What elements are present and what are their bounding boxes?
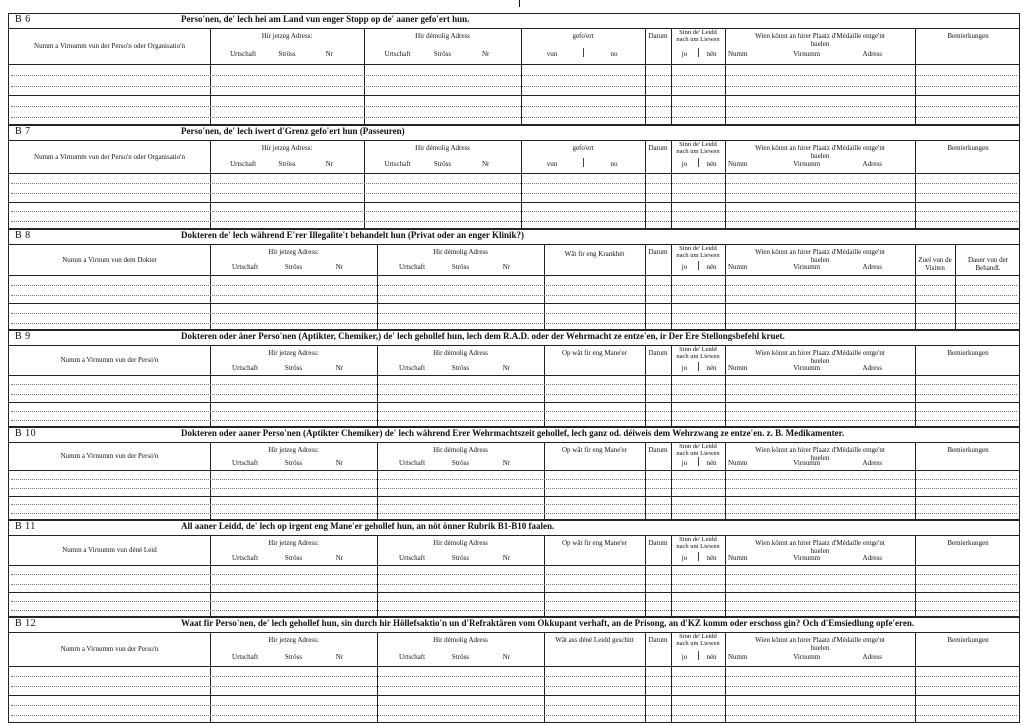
number-label: Nr: [502, 554, 511, 562]
street-label: Ströss: [284, 364, 303, 372]
number-label: Nr: [325, 50, 334, 58]
column-divider: [521, 28, 522, 124]
yes-no-divider: [698, 261, 699, 270]
street-label: Ströss: [451, 554, 470, 562]
header-divider: [9, 64, 1019, 65]
writing-line[interactable]: [11, 106, 1017, 107]
firstname-label: Virnumm: [793, 50, 821, 58]
former-address-header: Hir démolig Adress: [433, 248, 488, 256]
no-label: nén: [706, 459, 717, 467]
name-column-header: Numm a Virnumm vun der Perso'n: [60, 452, 159, 460]
writing-line[interactable]: [11, 574, 1017, 575]
section-title: Dokteren oder âner Perso'nen (Aptikter, Chemiker,) de' lech gehollef hun, lech dem R.A.D. oder der Wehrmacht ze entze'en, ir Der Ere Stellongsbefehl kruet.: [181, 331, 785, 341]
surname-label: Numm: [728, 653, 748, 661]
column-divider: [915, 535, 916, 616]
yes-label: jo: [681, 459, 688, 467]
surname-label: Numm: [728, 364, 748, 372]
town-label: Urtschaft: [399, 364, 426, 372]
writing-line[interactable]: [11, 676, 1017, 677]
town-label: Urtschaft: [232, 554, 259, 562]
address-label: Adress: [862, 50, 882, 58]
column-divider: [725, 140, 726, 228]
yes-label: jo: [681, 554, 688, 562]
writing-line[interactable]: [11, 504, 1017, 505]
current-address-header: Hir jetzeg Adress:: [268, 248, 319, 256]
street-label: Ströss: [278, 160, 296, 168]
column-divider: [544, 345, 545, 426]
writing-line[interactable]: [11, 411, 1017, 412]
column-divider: [645, 244, 646, 329]
town-label: Urtschaft: [232, 364, 259, 372]
writing-line[interactable]: [11, 513, 1017, 514]
writing-line[interactable]: [11, 394, 1017, 395]
street-label: Ströss: [284, 554, 303, 562]
writing-line[interactable]: [11, 479, 1017, 480]
column-divider: [544, 535, 545, 616]
number-label: Nr: [335, 364, 344, 372]
town-label: Urtschaft: [399, 459, 426, 467]
yes-label: jo: [681, 50, 688, 58]
row-divider: [9, 202, 1019, 203]
section-title: Waat fir Perso'nen, de' lech gehollef hun, sin durch hir Höllefsaktio'n un d'Refraktären vom Okkupant verhaft, an de Prisong, an d'KZ komm oder erschoss gin? Och d'Emsiedlung opfe'eren.: [181, 618, 915, 628]
town-label: Urtschaft: [232, 263, 259, 271]
surname-label: Numm: [728, 554, 748, 562]
column-divider: [725, 442, 726, 519]
column-divider: [377, 244, 378, 329]
town-label: Urtschaft: [384, 50, 411, 58]
section-title: Dokteren oder aaner Perso'nen (Aptikter Chemiker) de' lech während Erer Wehrmachtszeit gehollef, lech ganz od. déiweis dem Wehrzwang ze entze'en. z. B. Medikamenter.: [181, 428, 845, 438]
header-divider: [9, 375, 1019, 376]
visits-header: Zuel vun de Visiten: [918, 256, 952, 272]
row-divider: [9, 303, 1019, 304]
number-label: Nr: [335, 554, 344, 562]
from-to-divider: [583, 158, 584, 167]
row-divider: [9, 402, 1019, 403]
row-divider: [9, 95, 1019, 96]
name-column-header: Numm a Virnumm vun der Perso'n oder Organisatio'n: [34, 42, 185, 50]
former-address-header: Hir démolig Adress: [433, 446, 488, 454]
medal-header: Wien könnt an hirer Plaatz d'Médaille entge'nt huelen: [755, 248, 885, 264]
section-b10: [8, 427, 1020, 520]
address-label: Adress: [862, 554, 882, 562]
date-header: Datum: [648, 349, 668, 357]
current-address-header: Hir jetzeg Adress:: [268, 636, 319, 644]
manner-header: Op wât fir eng Mane'er: [561, 446, 627, 454]
firstname-label: Virnumm: [793, 459, 821, 467]
number-label: Nr: [325, 160, 334, 168]
town-label: Urtschaft: [232, 459, 259, 467]
firstname-label: Virnumm: [793, 554, 821, 562]
street-label: Ströss: [278, 50, 296, 58]
column-divider: [210, 244, 211, 329]
section-header: [9, 331, 1019, 346]
header-divider: [9, 173, 1019, 174]
column-divider: [210, 140, 211, 228]
writing-line[interactable]: [11, 610, 1017, 611]
writing-line[interactable]: [11, 183, 1017, 184]
remarks-header: Bemierkungen: [947, 539, 989, 547]
suffered-header: Sinn de' Leidd nach um Liewen: [676, 29, 720, 43]
number-label: Nr: [335, 653, 344, 661]
yes-label: jo: [681, 160, 688, 168]
medal-header: Wien könnt an hirer Plaatz d'Médaille entge'nt huelen: [755, 144, 885, 160]
writing-line[interactable]: [11, 211, 1017, 212]
section-b8: [8, 229, 1020, 330]
page-tick-mark: [519, 0, 520, 7]
former-address-header: Hir démolig Adress: [415, 32, 470, 40]
from-label: vun: [546, 160, 558, 168]
to-label: no: [610, 50, 618, 58]
yes-label: jo: [681, 364, 688, 372]
column-divider: [915, 345, 916, 426]
surname-label: Numm: [728, 160, 748, 168]
writing-line[interactable]: [11, 601, 1017, 602]
to-label: no: [610, 160, 618, 168]
name-column-header: Numm a Virnumm vun der Perso'n: [60, 645, 159, 653]
manner-header: Op wât fir eng Mane'er: [561, 539, 627, 547]
suffered-header: Sinn de' Leidd nach um Liewen: [676, 633, 720, 647]
column-divider: [725, 244, 726, 329]
no-label: nén: [706, 554, 717, 562]
remarks-header: Bemierkungen: [947, 32, 989, 40]
street-label: Ströss: [451, 653, 470, 661]
duration-header: Dauer vun der Behandl.: [967, 256, 1009, 272]
illness-header: Wât fir eng Krankhét: [564, 250, 625, 258]
column-divider: [377, 535, 378, 616]
medal-header: Wien könnt an hirer Plaatz d'Médaille entge'nt huelen: [755, 446, 885, 462]
from-to-divider: [583, 48, 584, 57]
street-label: Ströss: [284, 653, 303, 661]
column-divider: [725, 535, 726, 616]
no-label: nén: [706, 364, 717, 372]
writing-line[interactable]: [11, 584, 1017, 585]
column-divider: [915, 632, 916, 722]
name-column-header: Numm a Virnumm vun déné Leid: [62, 546, 157, 554]
firstname-label: Virnumm: [793, 653, 821, 661]
firstname-label: Virnumm: [793, 364, 821, 372]
section-b6: [8, 13, 1020, 125]
row-divider: [9, 592, 1019, 593]
number-label: Nr: [335, 459, 344, 467]
writing-line[interactable]: [11, 384, 1017, 385]
former-address-header: Hir démolig Adress: [433, 349, 488, 357]
column-divider: [210, 28, 211, 124]
suffered-header: Sinn de' Leidd nach um Liewen: [676, 245, 720, 259]
section-title: Perso'nen, de' lech hei am Land vun enger Stopp op de' aaner gefo'ert hun.: [181, 14, 470, 24]
current-address-header: Hir jetzeg Adress:: [261, 144, 313, 152]
column-divider: [377, 632, 378, 722]
section-label: B 10: [15, 428, 37, 439]
town-label: Urtschaft: [230, 160, 257, 168]
section-header: [9, 618, 1019, 633]
writing-line[interactable]: [11, 117, 1017, 118]
address-label: Adress: [862, 364, 882, 372]
column-divider: [544, 442, 545, 519]
section-b11: [8, 520, 1020, 617]
writing-line[interactable]: [11, 705, 1017, 706]
column-divider: [915, 28, 916, 124]
name-column-header: Numm a Virnumm vun der Perso'n: [60, 356, 159, 364]
writing-line[interactable]: [11, 295, 1017, 296]
writing-line[interactable]: [11, 420, 1017, 421]
column-divider: [955, 244, 956, 329]
yes-label: jo: [681, 263, 688, 271]
current-address-header: Hir jetzeg Adress:: [268, 446, 319, 454]
address-label: Adress: [862, 263, 882, 271]
yes-label: jo: [681, 653, 688, 661]
section-header: [9, 428, 1019, 443]
number-label: Nr: [502, 653, 511, 661]
writing-line[interactable]: [11, 686, 1017, 687]
section-label: B 12: [15, 618, 37, 629]
header-divider: [9, 666, 1019, 667]
section-b7: [8, 125, 1020, 229]
yes-no-divider: [698, 158, 699, 167]
street-label: Ströss: [451, 459, 470, 467]
writing-line[interactable]: [11, 86, 1017, 87]
column-divider: [645, 28, 646, 124]
current-address-header: Hir jetzeg Adress:: [268, 539, 319, 547]
yes-no-divider: [698, 651, 699, 660]
column-divider: [725, 632, 726, 722]
yes-no-divider: [698, 362, 699, 371]
section-header: [9, 521, 1019, 536]
yes-no-divider: [698, 48, 699, 57]
suffered-header: Sinn de' Leidd nach um Liewen: [676, 536, 720, 550]
column-divider: [645, 535, 646, 616]
column-divider: [544, 632, 545, 722]
writing-line[interactable]: [11, 715, 1017, 716]
suffered-header: Sinn de' Leidd nach um Liewen: [676, 141, 720, 155]
suffered-header: Sinn de' Leidd nach um Liewen: [676, 346, 720, 360]
town-label: Urtschaft: [399, 653, 426, 661]
date-header: Datum: [648, 144, 668, 152]
number-label: Nr: [502, 459, 511, 467]
street-label: Ströss: [451, 364, 470, 372]
section-b9: [8, 330, 1020, 427]
section-header: [9, 126, 1019, 141]
section-title: All aaner Leidd, de' lech op irgent eng Mane'er gehollef hun, an nöt önner Rubrik B1-B10 faalen.: [181, 521, 555, 531]
writing-line[interactable]: [11, 285, 1017, 286]
yes-no-divider: [698, 457, 699, 466]
firstname-label: Virnumm: [793, 263, 821, 271]
section-header: [9, 14, 1019, 29]
section-label: B 8: [15, 230, 31, 241]
date-header: Datum: [648, 539, 668, 547]
column-divider: [671, 140, 672, 228]
suffering-header: Wât ass déné Leidd geschitt: [555, 636, 634, 644]
column-divider: [645, 632, 646, 722]
column-divider: [671, 632, 672, 722]
number-label: Nr: [481, 50, 490, 58]
current-address-header: Hir jetzeg Adress:: [268, 349, 319, 357]
address-label: Adress: [862, 459, 882, 467]
row-divider: [9, 695, 1019, 696]
date-header: Datum: [648, 636, 668, 644]
street-label: Ströss: [451, 263, 470, 271]
column-divider: [210, 345, 211, 426]
street-label: Ströss: [433, 50, 452, 58]
firstname-label: Virnumm: [793, 160, 821, 168]
section-title: Dokteren de' lech während E'rer Illegalite't behandelt hun (Privat oder an enger Klinik?): [181, 230, 525, 240]
section-b12: [8, 617, 1020, 723]
town-label: Urtschaft: [399, 263, 426, 271]
surname-label: Numm: [728, 263, 748, 271]
date-header: Datum: [648, 446, 668, 454]
section-label: B 6: [15, 14, 31, 25]
header-divider: [9, 470, 1019, 471]
header-divider: [9, 275, 1019, 276]
column-divider: [671, 244, 672, 329]
surname-label: Numm: [728, 459, 748, 467]
section-label: B 9: [15, 331, 31, 342]
yes-no-divider: [698, 552, 699, 561]
column-divider: [210, 632, 211, 722]
current-address-header: Hir jetzeg Adress:: [261, 32, 313, 40]
column-divider: [671, 535, 672, 616]
address-label: Adress: [862, 160, 882, 168]
column-divider: [725, 28, 726, 124]
header-divider: [9, 565, 1019, 566]
writing-line[interactable]: [11, 488, 1017, 489]
fled-header: gefo'ert: [572, 144, 594, 152]
column-divider: [521, 140, 522, 228]
street-label: Ströss: [284, 459, 303, 467]
remarks-header: Bemierkungen: [947, 349, 989, 357]
number-label: Nr: [502, 364, 511, 372]
column-divider: [671, 345, 672, 426]
remarks-header: Bemierkungen: [947, 636, 989, 644]
town-label: Urtschaft: [232, 653, 259, 661]
date-header: Datum: [648, 248, 668, 256]
medal-header: Wien könnt an hirer Plaatz d'Médaille entge'nt huelen: [755, 539, 885, 555]
number-label: Nr: [335, 263, 344, 271]
medal-header: Wien könnt an hirer Plaatz d'Médaille entge'nt huelen: [755, 349, 885, 365]
writing-line[interactable]: [11, 323, 1017, 324]
section-title: Perso'nen, de' lech iwert d'Grenz gefo'ert hun (Passeuren): [181, 126, 405, 136]
column-divider: [645, 140, 646, 228]
address-label: Adress: [862, 653, 882, 661]
writing-line[interactable]: [11, 75, 1017, 76]
fled-header: gefo'ert: [572, 32, 594, 40]
writing-line[interactable]: [11, 221, 1017, 222]
manner-header: Op wât fir eng Mane'er: [561, 349, 627, 357]
town-label: Urtschaft: [399, 554, 426, 562]
date-header: Datum: [648, 32, 668, 40]
writing-line[interactable]: [11, 193, 1017, 194]
section-label: B 11: [15, 521, 36, 532]
no-label: nén: [706, 160, 717, 168]
surname-label: Numm: [728, 50, 748, 58]
no-label: nén: [706, 653, 717, 661]
medal-header: Wien könnt an hirer Plaatz d'Médaille entge'nt huelen: [755, 636, 885, 652]
number-label: Nr: [481, 160, 490, 168]
medal-header: Wien könnt an hirer Plaatz d'Médaille entge'nt huelen: [755, 32, 885, 48]
section-label: B 7: [15, 126, 31, 137]
column-divider: [671, 28, 672, 124]
column-divider: [645, 345, 646, 426]
town-label: Urtschaft: [384, 160, 411, 168]
suffered-header: Sinn de' Leidd nach um Liewen: [676, 443, 720, 457]
column-divider: [377, 345, 378, 426]
remarks-header: Bemierkungen: [947, 144, 989, 152]
column-divider: [210, 535, 211, 616]
no-label: nén: [706, 263, 717, 271]
town-label: Urtschaft: [230, 50, 257, 58]
former-address-header: Hir démolig Adress: [433, 636, 488, 644]
street-label: Ströss: [284, 263, 303, 271]
section-header: [9, 230, 1019, 245]
name-column-header: Numm a Virnum vun dem Dokter: [62, 256, 157, 264]
column-divider: [915, 140, 916, 228]
street-label: Ströss: [433, 160, 452, 168]
column-divider: [671, 442, 672, 519]
column-divider: [364, 140, 365, 228]
no-label: nén: [706, 50, 717, 58]
writing-line[interactable]: [11, 313, 1017, 314]
name-column-header: Numm a Virnumm vun der Perso'n oder Organisatio'n: [34, 153, 185, 161]
remarks-header: Bemierkungen: [947, 446, 989, 454]
number-label: Nr: [502, 263, 511, 271]
from-label: vun: [546, 50, 558, 58]
former-address-header: Hir démolig Adress: [433, 539, 488, 547]
former-address-header: Hir démolig Adress: [415, 144, 470, 152]
column-divider: [364, 28, 365, 124]
column-divider: [725, 345, 726, 426]
row-divider: [9, 496, 1019, 497]
